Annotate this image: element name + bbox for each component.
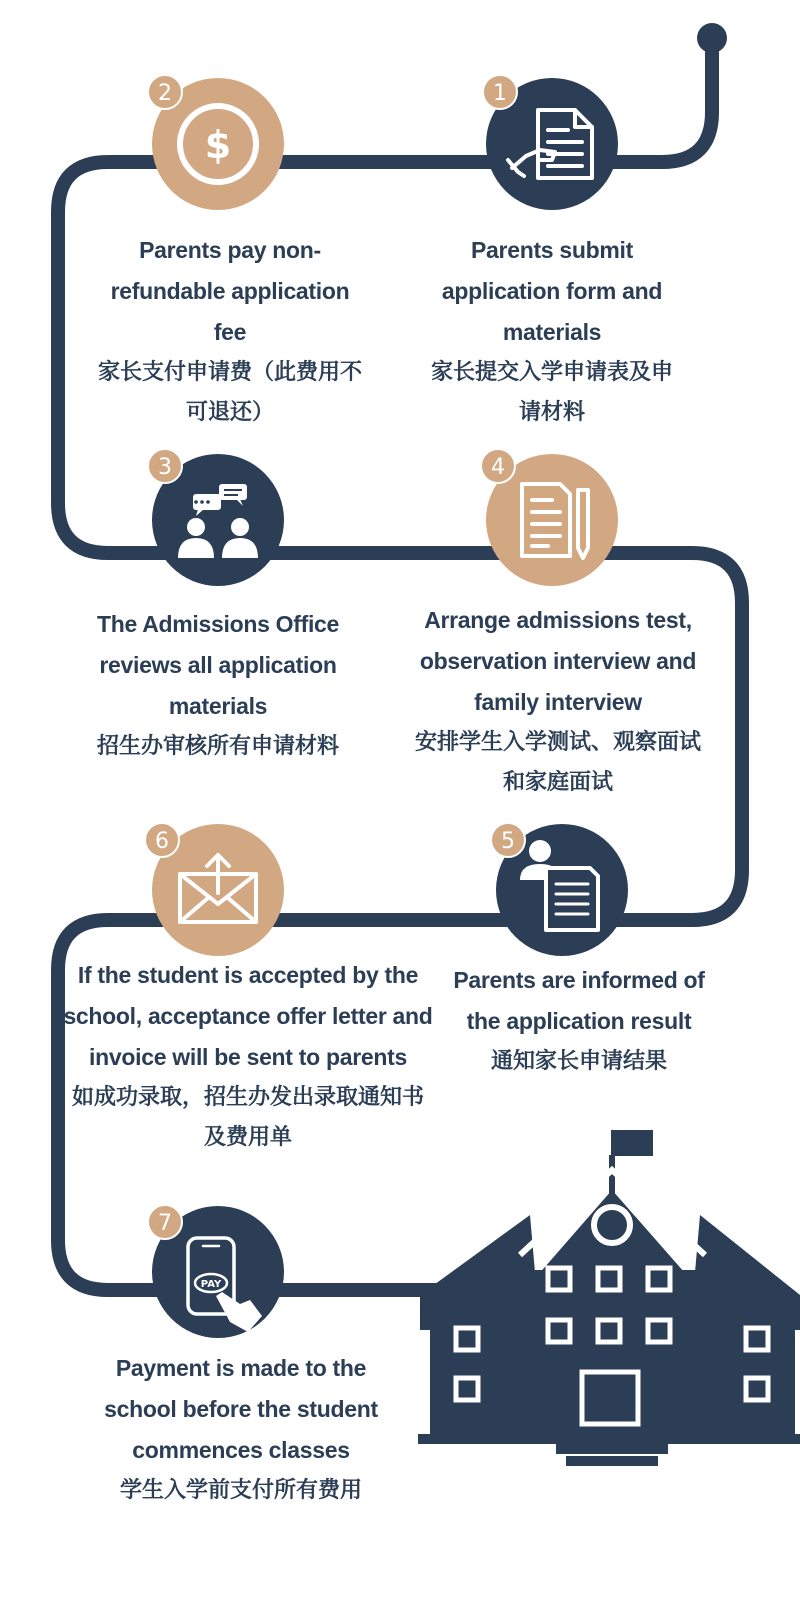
school-building-icon bbox=[418, 1130, 800, 1466]
step-1-text bbox=[421, 230, 683, 433]
step-1-number: 1 bbox=[493, 81, 507, 106]
step-4-node bbox=[481, 449, 618, 586]
step-6-node bbox=[145, 823, 284, 956]
step-1-chinese: 家长提交入学申请表及申请材料 bbox=[430, 360, 673, 425]
step-7-chinese: 学生入学前支付所有费用 bbox=[119, 1478, 362, 1503]
step-2-english: Parents pay non-refundable application fee bbox=[110, 237, 350, 345]
step-7-number: 7 bbox=[158, 1211, 172, 1236]
step-4-number: 4 bbox=[491, 455, 505, 480]
step-3-chinese: 招生办审核所有申请材料 bbox=[96, 734, 339, 759]
step-5-text bbox=[443, 960, 715, 1082]
svg-text:$: $ bbox=[204, 123, 232, 167]
path-start-dot bbox=[697, 23, 727, 53]
step-3-node bbox=[148, 449, 284, 586]
step-3-text bbox=[84, 604, 352, 767]
step-3-english: The Admissions Office reviews all application materials bbox=[96, 611, 340, 719]
step-5-number: 5 bbox=[501, 829, 515, 854]
dollar-coin-icon bbox=[180, 106, 256, 182]
step-2-node bbox=[148, 75, 284, 210]
step-1-node bbox=[483, 75, 618, 210]
step-6-english: If the student is accepted by the school, acceptance offer letter and invoice will be sent to parents bbox=[63, 962, 433, 1070]
step-1-english: Parents submit application form and materials bbox=[441, 237, 663, 345]
step-4-english: Arrange admissions test, observation interview and family interview bbox=[419, 607, 697, 715]
step-6-number: 6 bbox=[155, 829, 169, 854]
step-7-node bbox=[148, 1205, 284, 1338]
pay-label: PAY bbox=[200, 1279, 222, 1290]
step-5-chinese: 通知家长申请结果 bbox=[490, 1049, 667, 1074]
step-6-text bbox=[62, 955, 434, 1158]
step-3-number: 3 bbox=[158, 455, 172, 480]
step-7-text bbox=[86, 1348, 396, 1511]
step-2-number: 2 bbox=[158, 81, 172, 106]
step-2-chinese: 家长支付申请费（此费用不可退还） bbox=[97, 360, 362, 425]
step-6-chinese: 如成功录取，招生办发出录取通知书及费用单 bbox=[71, 1085, 424, 1150]
step-2-text bbox=[95, 230, 365, 433]
step-7-english: Payment is made to the school before the student commences classes bbox=[104, 1355, 378, 1463]
step-4-chinese: 安排学生入学测试、观察面试和家庭面试 bbox=[414, 730, 701, 795]
step-4-text bbox=[408, 600, 708, 803]
step-5-english: Parents are informed of the application result bbox=[453, 967, 705, 1034]
step-5-node bbox=[491, 823, 628, 956]
